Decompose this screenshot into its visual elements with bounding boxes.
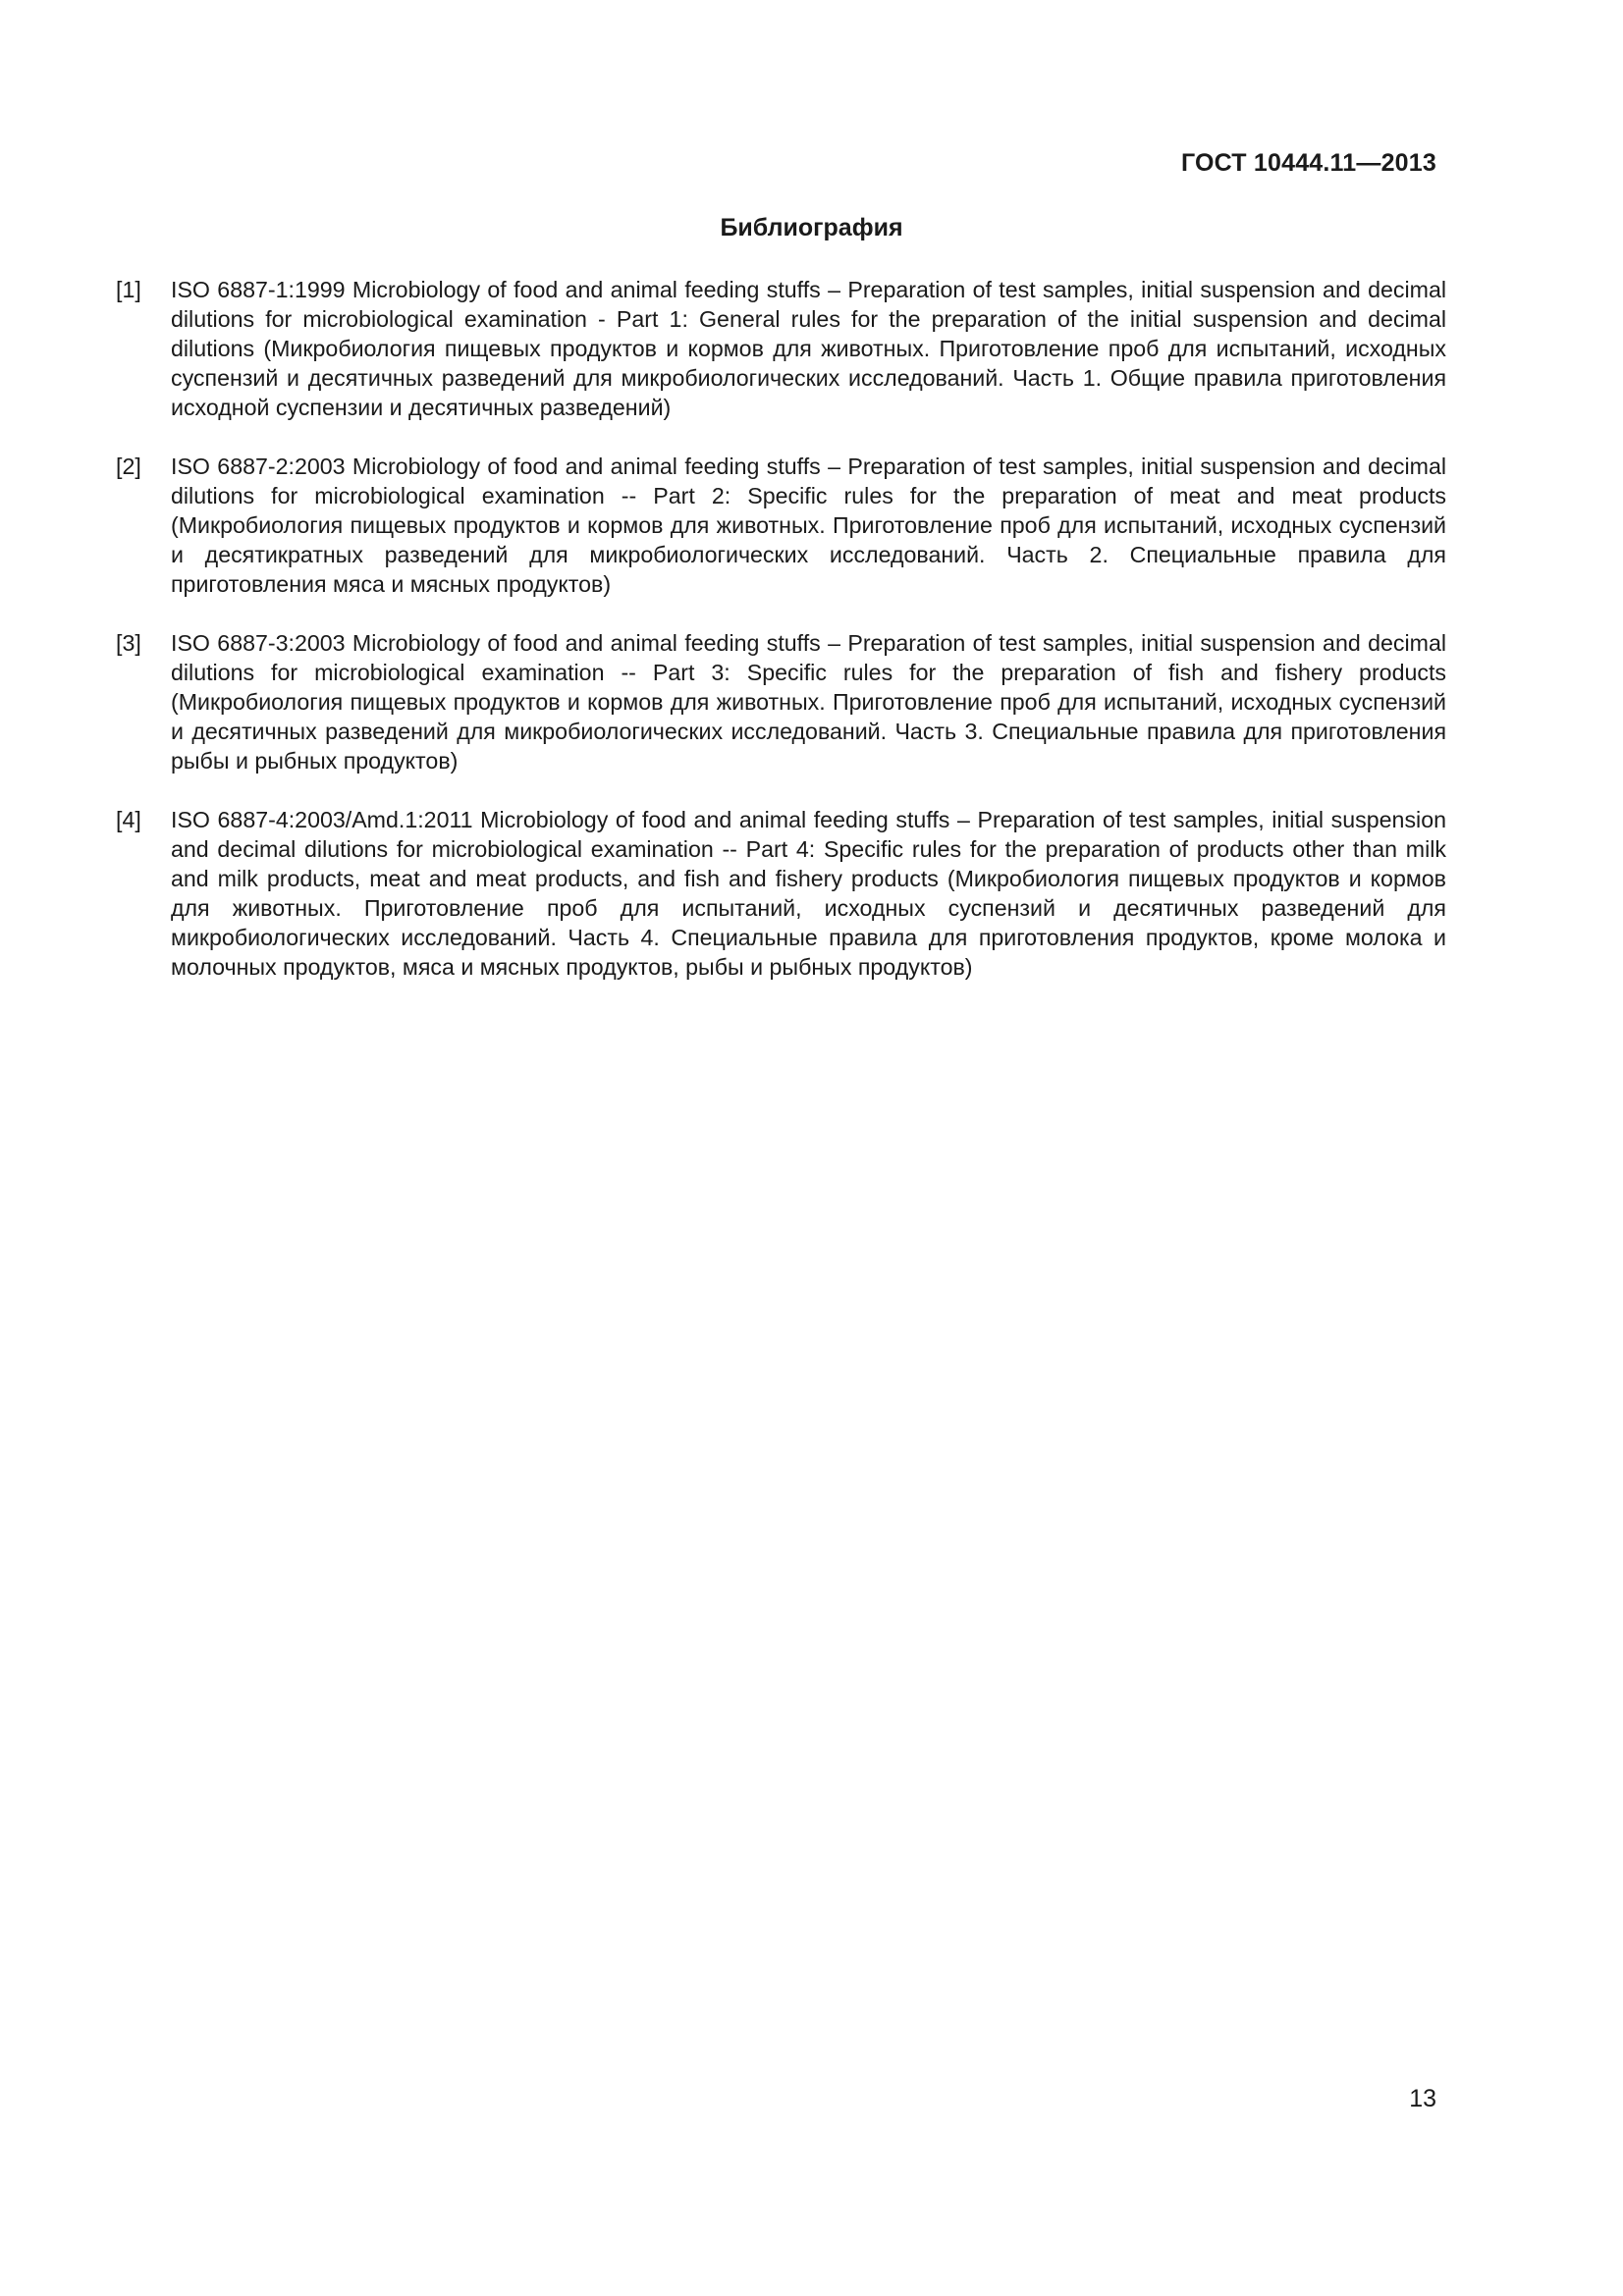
bibliography-item <box>116 628 1446 775</box>
page-number: 13 <box>1409 2085 1436 2112</box>
reference-text: ISO 6887-2:2003 Microbiology of food and animal feeding stuffs – Preparation of test samples, initial suspension and decimal dilutions for microbiological examination -- Part 2: Specific rules for the preparation of meat and meat products (Микробиология пищевых продуктов и кормов для животных. Приготовление проб для испытаний, исходных суспензий и десятикратных разведений для микробиологических исследований. Часть 2. Специальные правила для приготовления мяса и мясных продуктов) <box>171 454 1446 597</box>
reference-number: [1] <box>116 277 141 302</box>
reference-text: ISO 6887-3:2003 Microbiology of food and animal feeding stuffs – Preparation of test samples, initial suspension and decimal dilutions for microbiological examination -- Part 3: Specific rules for the preparation of fish and fishery products (Микробиология пищевых продуктов и кормов для животных. Приготовление проб для испытаний, исходных суспензий и десятичных разведений для микробиологических исследований. Часть 3. Специальные правила для приготовления рыбы и рыбных продуктов) <box>171 630 1446 774</box>
reference-number: [2] <box>116 454 141 479</box>
reference-text: ISO 6887-4:2003/Amd.1:2011 Microbiology of food and animal feeding stuffs – Preparation of test samples, initial suspension and decimal dilutions for microbiological examination -- Part 4: Specific rules for the preparation of products other than milk and milk products, meat and meat products, and fish and fishery products (Микробиология пищевых продуктов и кормов для животных. Приготовление проб для испытаний, исходных суспензий и десятичных разведений для микробиологических исследований. Часть 4. Специальные правила для приготовления продуктов, кроме молока и молочных продуктов, мяса и мясных продуктов, рыбы и рыбных продуктов) <box>171 807 1446 980</box>
bibliography-item <box>116 452 1446 599</box>
document-code: ГОСТ 10444.11—2013 <box>1180 149 1436 177</box>
bibliography-item <box>116 275 1446 422</box>
bibliography-item <box>116 805 1446 982</box>
reference-number: [4] <box>116 807 141 832</box>
bibliography-list <box>116 275 1446 1011</box>
reference-text: ISO 6887-1:1999 Microbiology of food and animal feeding stuffs – Preparation of test samples, initial suspension and decimal dilutions for microbiological examination - Part 1: General rules for the preparation of the initial suspension and decimal dilutions (Микробиология пищевых продуктов и кормов для животных. Приготовление проб для испытаний, исходных суспензий и десятичных разведений для микробиологических исследований. Часть 1. Общие правила приготовления исходной суспензии и десятичных разведений) <box>171 277 1446 420</box>
reference-number: [3] <box>116 630 141 656</box>
bibliography-title: Библиография <box>720 214 903 241</box>
